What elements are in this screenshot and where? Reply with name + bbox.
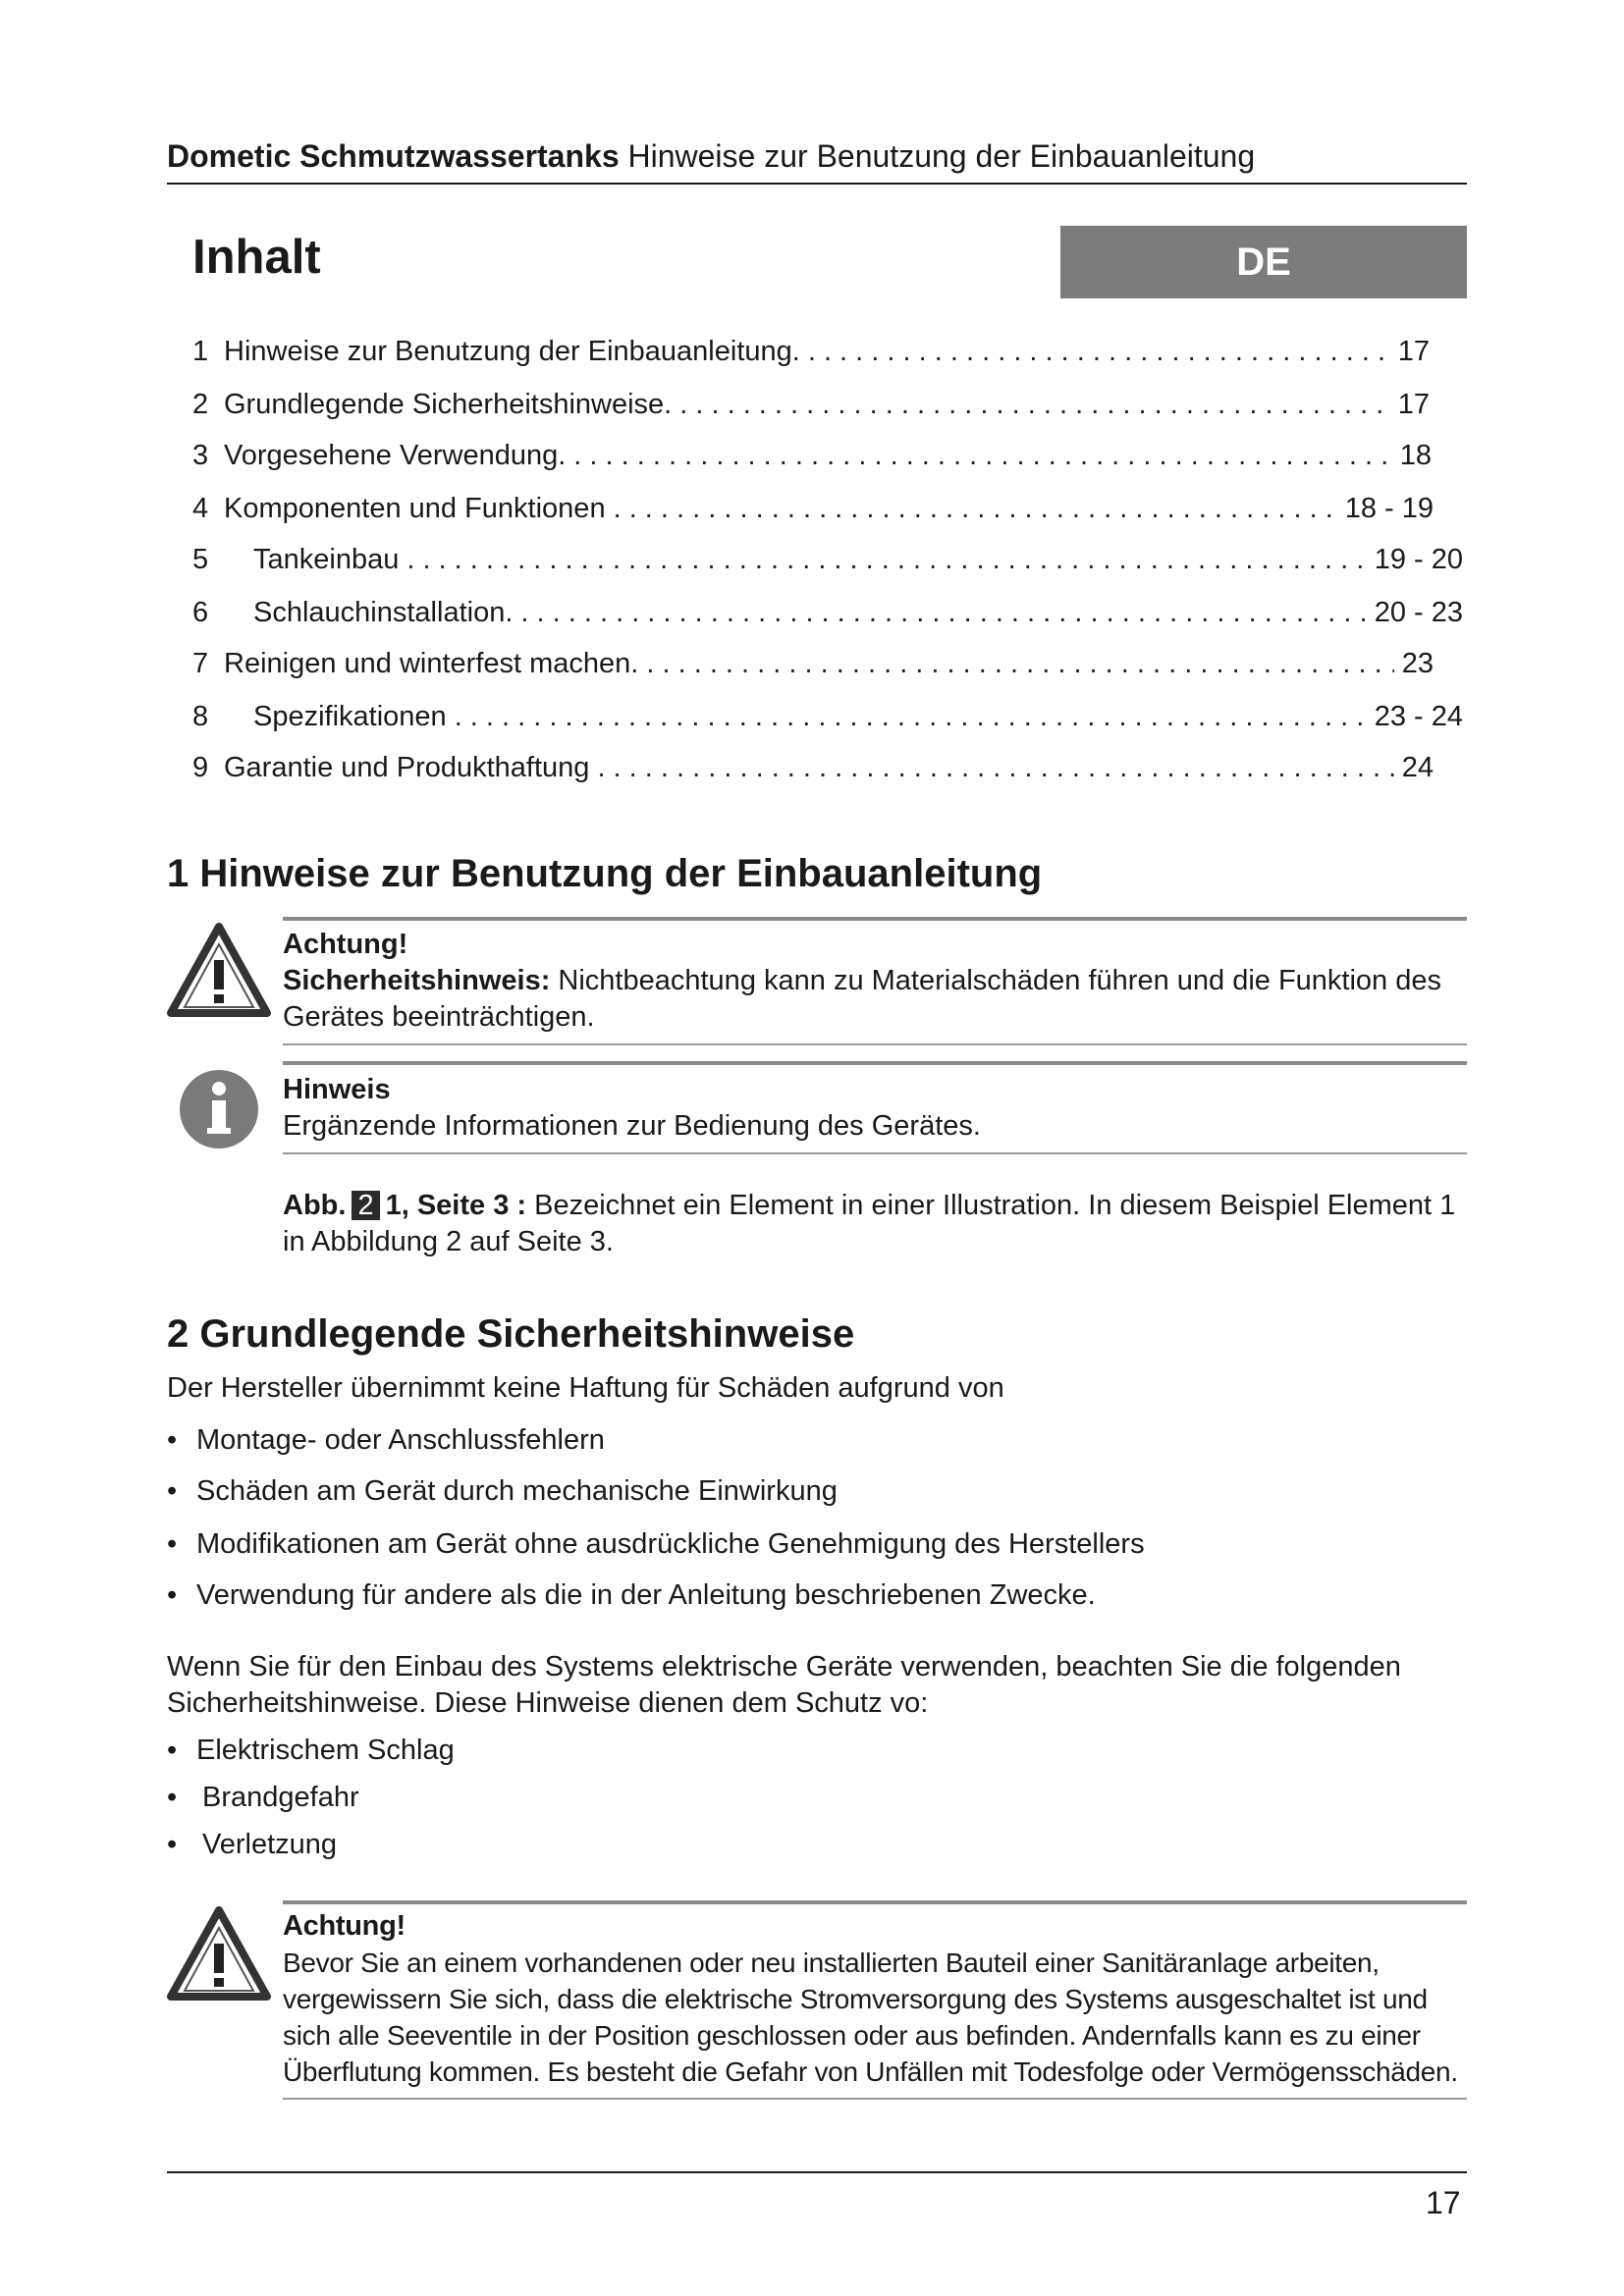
toc-entry-num: 9 <box>192 752 209 783</box>
section-2-heading: 2 Grundlegende Sicherheitshinweise <box>167 1312 855 1356</box>
list-item <box>167 1475 838 1508</box>
bullet-icon: • <box>167 1782 178 1813</box>
toc-leader <box>573 440 1391 472</box>
toc-leader <box>406 544 1366 576</box>
warning-label: Sicherheitshinweis: <box>283 965 551 996</box>
note-title: Hinweis <box>283 1074 391 1105</box>
info-icon <box>177 1067 261 1151</box>
toc-entry[interactable] <box>192 752 1434 787</box>
toc-entry-page: 18 <box>1399 440 1432 471</box>
toc-entry-label: Grundlegende Sicherheitshinweise. <box>224 389 673 420</box>
list-item-text: Verwendung für andere als die in der Anleitung beschriebenen Zwecke. <box>196 1579 1096 1611</box>
toc-entry[interactable] <box>192 493 1434 528</box>
note-box <box>283 1072 1471 1145</box>
warning-box-2 <box>283 1908 1471 2090</box>
toc-entry[interactable] <box>192 440 1432 475</box>
header-brand: Dometic Schmutzwassertanks <box>167 138 620 174</box>
header-rule <box>167 183 1467 185</box>
toc-entry-page: 24 <box>1401 752 1434 783</box>
toc-heading: Inhalt <box>192 231 321 284</box>
toc-entry-label: Komponenten und Funktionen <box>224 493 606 524</box>
toc-entry-num: 5 <box>192 544 209 575</box>
toc-leader <box>808 336 1390 368</box>
note-rule-bottom <box>283 1152 1467 1154</box>
toc-entry[interactable] <box>192 336 1430 371</box>
toc-entry[interactable] <box>192 597 1463 632</box>
warning-rule-top <box>283 1900 1467 1904</box>
warning-triangle-icon <box>167 923 271 1017</box>
warning-rule-bottom <box>283 2098 1467 2100</box>
list-item-text: Schäden am Gerät durch mechanische Einwirkung <box>196 1475 838 1507</box>
toc-entry-page: 17 <box>1397 389 1430 420</box>
warning-rule-bottom <box>283 1043 1467 1045</box>
section-1-heading: 1 Hinweise zur Benutzung der Einbauanleitung <box>167 852 1043 895</box>
section-2-paragraph: Wenn Sie für den Einbau des Systems elektrische Geräte verwenden, beachten Sie die folgenden Sicherheitshinweise. Diese Hinweise dienen dem Schutz vo: <box>167 1651 1401 1719</box>
toc-entry[interactable] <box>192 544 1463 579</box>
list-item-text: Brandgefahr <box>202 1782 359 1813</box>
figref-text: Bezeichnet ein Element in einer Illustration. In diesem Beispiel Element 1 in Abbildung 2 auf Seite 3. <box>283 1190 1456 1257</box>
list-item <box>167 1424 605 1457</box>
list-item <box>167 1829 337 1861</box>
toc-entry-num: 1 <box>192 336 209 367</box>
toc-entry-label: Schlauchinstallation. <box>253 597 514 628</box>
note-text: Ergänzende Informationen zur Bedienung des Gerätes. <box>283 1110 981 1142</box>
figure-reference <box>283 1188 1471 1260</box>
list-item-text: Montage- oder Anschlussfehlern <box>196 1424 605 1456</box>
toc-entry-page: 23 <box>1401 648 1434 679</box>
language-label: DE <box>1236 240 1291 284</box>
toc-entry-page: 20 - 23 <box>1374 597 1463 628</box>
warning-text: Bevor Sie an einem vorhandenen oder neu installierten Bauteil einer Sanitäranlage arbeiten, vergewissern Sie sich, dass die elektrische Stromversorgung des Systems ausgeschaltet ist und sich alle Seeventile in der Position geschlossen oder aus befinden. Andernfalls kann es zu einer Überflutung kommen. Es besteht die Gefahr von Unfällen mit Todesfolge oder Vermögensschäden. <box>283 1948 1458 2087</box>
toc-entry-num: 6 <box>192 597 209 628</box>
toc-entry-label: Hinweise zur Benutzung der Einbauanleitung. <box>224 336 800 367</box>
toc-leader <box>614 493 1337 525</box>
toc-leader <box>520 597 1366 629</box>
warning-title: Achtung! <box>283 929 408 960</box>
toc-entry-label: Spezifikationen <box>253 701 447 732</box>
toc-entry-label: Vorgesehene Verwendung. <box>224 440 567 471</box>
toc-entry-label: Garantie und Produkthaftung <box>224 752 590 783</box>
toc-entry-num: 7 <box>192 648 209 679</box>
list-item <box>167 1782 359 1814</box>
toc-leader <box>679 389 1390 421</box>
warning-text <box>283 963 1471 1036</box>
toc-entry[interactable] <box>192 701 1463 736</box>
toc-entry-label: Tankeinbau <box>253 544 400 575</box>
bullet-icon: • <box>167 1829 178 1860</box>
warning-body: Nichtbeachtung kann zu Materialschäden führen und die Funktion des Gerätes beeinträchtigen. <box>283 965 1441 1033</box>
toc-entry-num: 3 <box>192 440 209 471</box>
toc-entry-page: 17 <box>1397 336 1430 367</box>
toc-entry-page: 18 - 19 <box>1344 493 1434 524</box>
note-rule-top <box>283 1061 1467 1065</box>
toc-entry-num: 8 <box>192 701 209 732</box>
bullet-icon: • <box>167 1735 178 1766</box>
list-item-text: Verletzung <box>202 1829 338 1860</box>
page-header <box>167 138 1255 175</box>
language-badge <box>1060 226 1467 298</box>
list-item <box>167 1735 455 1767</box>
toc-leader <box>455 701 1367 733</box>
bullet-icon: • <box>167 1528 178 1560</box>
list-item-text: Elektrischem Schlag <box>196 1735 455 1766</box>
toc-leader <box>646 648 1393 680</box>
warning-title: Achtung! <box>283 1910 406 1942</box>
toc-entry-page: 23 - 24 <box>1374 701 1463 732</box>
figref-ref: 1, Seite 3 : <box>385 1190 527 1221</box>
list-item <box>167 1528 1145 1561</box>
warning-box-1 <box>283 927 1471 1036</box>
toc-entry-page: 19 - 20 <box>1374 544 1463 575</box>
toc-entry-num: 4 <box>192 493 209 524</box>
figref-number-badge: 2 <box>352 1191 379 1220</box>
header-title: Hinweise zur Benutzung der Einbauanleitung <box>627 138 1256 174</box>
toc-entry[interactable] <box>192 648 1434 683</box>
bullet-icon: • <box>167 1579 178 1611</box>
list-item <box>167 1579 1096 1612</box>
page-number: 17 <box>1426 2185 1461 2220</box>
bullet-icon: • <box>167 1475 178 1507</box>
toc-entry-label: Reinigen und winterfest machen. <box>224 648 639 679</box>
toc-leader <box>597 752 1393 784</box>
warning-triangle-icon <box>167 1906 271 2001</box>
bullet-icon: • <box>167 1424 178 1456</box>
list-item-text: Modifikationen am Gerät ohne ausdrückliche Genehmigung des Herstellers <box>196 1528 1145 1560</box>
toc-entry[interactable] <box>192 389 1430 424</box>
warning-rule-top <box>283 917 1467 921</box>
figref-abb: Abb. <box>283 1190 347 1221</box>
toc-entry-num: 2 <box>192 389 209 420</box>
section-2-intro: Der Hersteller übernimmt keine Haftung für Schäden aufgrund von <box>167 1372 1004 1404</box>
footer-rule <box>167 2171 1467 2173</box>
